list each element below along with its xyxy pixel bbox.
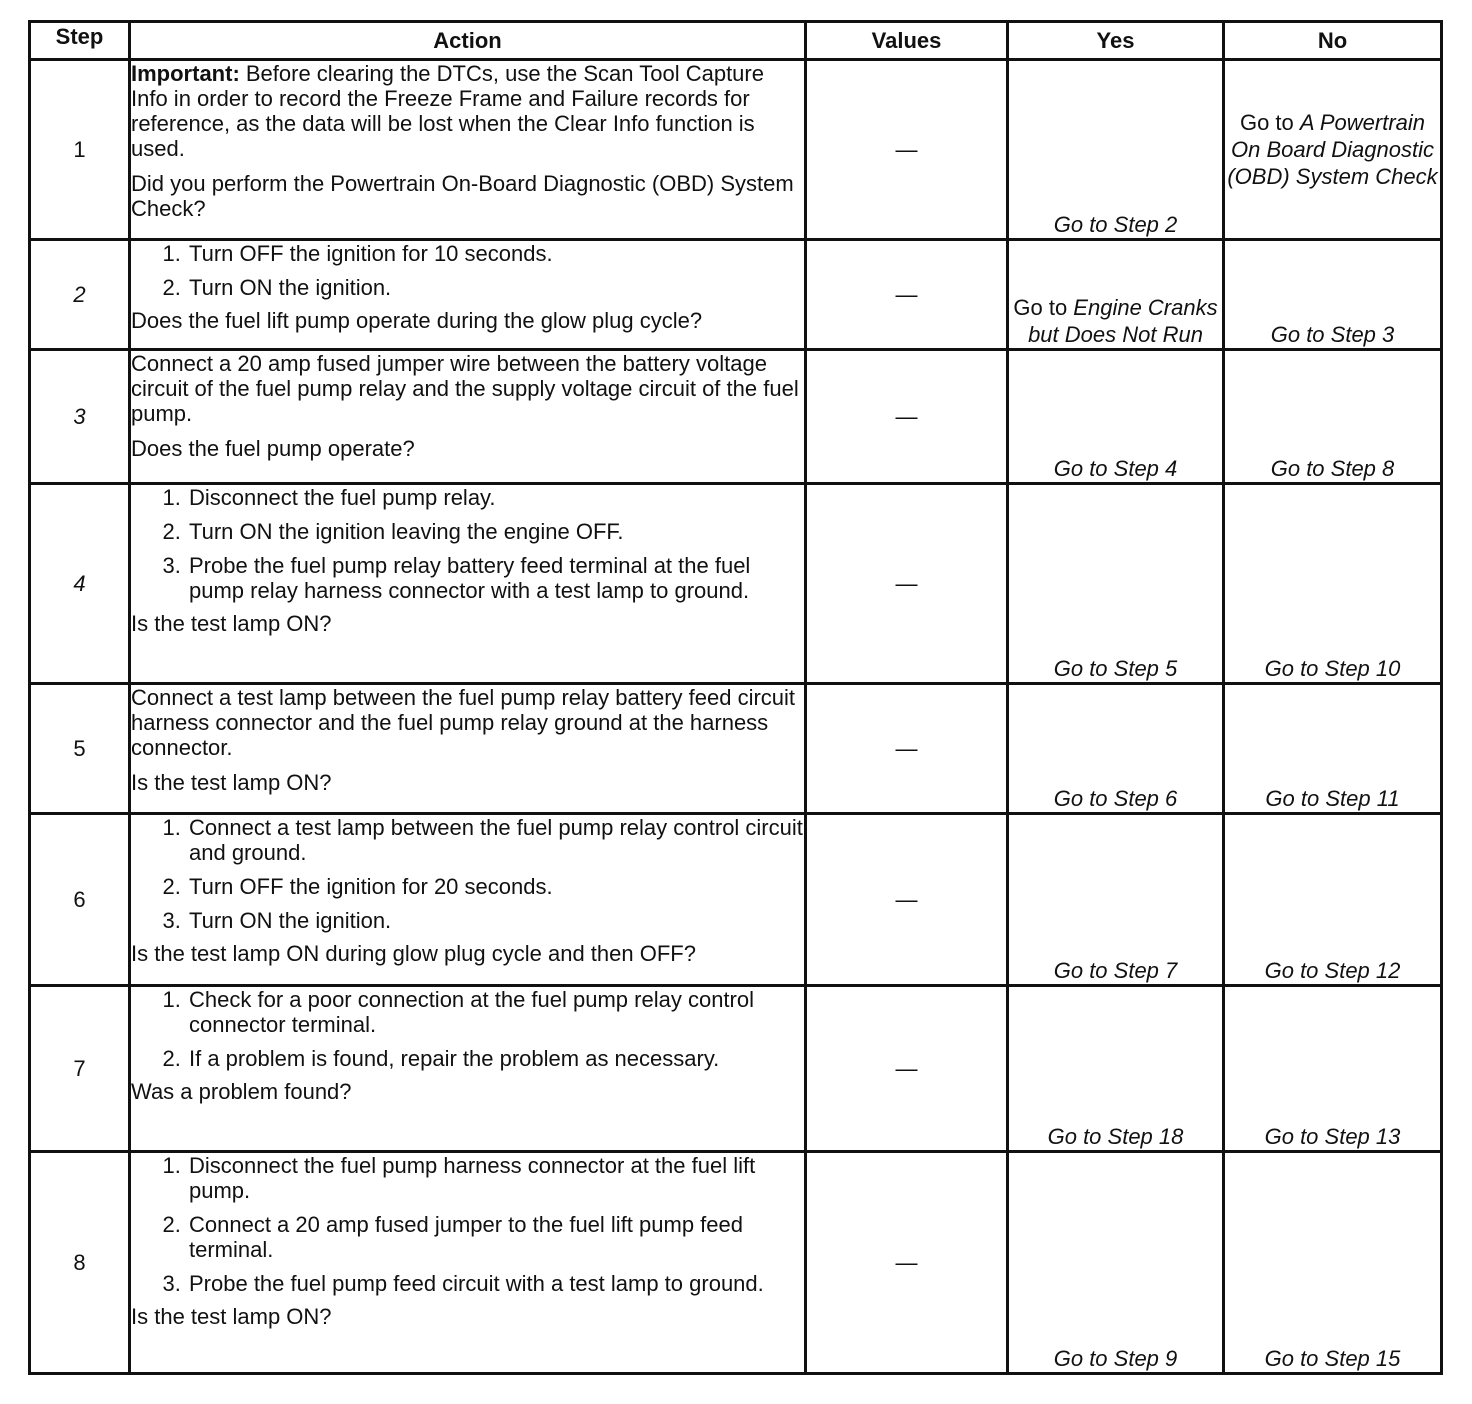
yes-cell [1008,484,1224,684]
values-cell: — [806,684,1008,814]
yes-link[interactable]: Engine Cranks but Does Not Run [1028,295,1218,347]
important-label: Important: [131,61,240,86]
values-cell: — [806,814,1008,986]
header-action: Action [130,22,806,60]
step-number: 3 [30,350,130,484]
no-cell [1224,986,1442,1152]
no-cell [1224,814,1442,986]
action-question: Did you perform the Powertrain On-Board Diagnostic (OBD) System Check? [131,171,794,221]
values-cell: — [806,240,1008,350]
step-number: 1 [30,60,130,240]
action-cell [130,240,806,350]
action-step-item: 2. Turn ON the ignition leaving the engine OFF. [187,519,804,544]
action-question: Is the test lamp ON? [131,1304,332,1329]
values-cell: — [806,484,1008,684]
important-text: Before clearing the DTCs, use the Scan Tool Capture Info in order to record the Freeze Frame and Failure records for reference, as the data will be lost when the Clear Info function is used. [131,61,764,161]
action-question: Does the fuel pump operate? [131,436,415,461]
yes-link[interactable]: Go to Step 6 [1053,786,1178,811]
table-row [30,814,1442,986]
action-step-item: 2. Connect a 20 amp fused jumper to the fuel lift pump feed terminal. [187,1212,804,1262]
no-link[interactable]: Go to Step 8 [1270,456,1395,481]
header-values: Values [806,22,1008,60]
action-cell [130,1152,806,1374]
values-cell: — [806,1152,1008,1374]
action-step-item: 1. Connect a test lamp between the fuel pump relay control circuit and ground. [187,815,804,865]
action-question: Is the test lamp ON during glow plug cycle and then OFF? [131,941,696,966]
no-link[interactable]: A Powertrain On Board Diagnostic (OBD) System Check [1227,110,1438,189]
action-cell [130,60,806,240]
action-step-item: 1. Check for a poor connection at the fuel pump relay control connector terminal. [187,987,804,1037]
action-question: Is the test lamp ON? [131,770,332,795]
diagnostic-table [28,20,1443,1375]
table-row [30,1152,1442,1374]
table-row [30,684,1442,814]
no-link[interactable]: Go to Step 10 [1264,656,1401,681]
action-step-item: 3. Probe the fuel pump relay battery feed terminal at the fuel pump relay harness connector with a test lamp to ground. [187,553,804,603]
action-steps [131,815,804,933]
step-number: 5 [30,684,130,814]
table-row [30,484,1442,684]
action-cell [130,814,806,986]
step-number: 6 [30,814,130,986]
action-cell [130,350,806,484]
no-cell [1224,350,1442,484]
no-link[interactable]: Go to Step 3 [1270,322,1395,347]
action-steps [131,987,804,1071]
action-step-item: 1. Disconnect the fuel pump relay. [187,485,804,510]
no-link[interactable]: Go to Step 11 [1265,786,1400,811]
action-steps [131,485,804,603]
values-cell: — [806,350,1008,484]
step-number: 7 [30,986,130,1152]
no-link[interactable]: Go to Step 13 [1264,1124,1401,1149]
action-cell [130,484,806,684]
no-link[interactable]: Go to Step 12 [1264,958,1401,983]
action-question: Does the fuel lift pump operate during the glow plug cycle? [131,308,703,333]
step-number: 2 [30,240,130,350]
no-cell [1224,684,1442,814]
action-step-item: 2. Turn OFF the ignition for 20 seconds. [187,874,804,899]
values-cell: — [806,986,1008,1152]
yes-link[interactable]: Go to Step 2 [1053,212,1178,237]
step-number: 8 [30,1152,130,1374]
step-number: 4 [30,484,130,684]
yes-cell [1008,684,1224,814]
action-steps [131,241,804,300]
action-step-item: 2. If a problem is found, repair the problem as necessary. [187,1046,804,1071]
table-row [30,986,1442,1152]
header-step: Step [30,22,130,60]
action-step-item: 2. Turn ON the ignition. [187,275,804,300]
yes-link[interactable]: Go to Step 9 [1053,1346,1178,1371]
no-cell [1224,60,1442,240]
yes-link[interactable]: Go to Step 18 [1047,1124,1184,1149]
action-steps [131,1153,804,1296]
table-row [30,60,1442,240]
yes-link[interactable]: Go to Step 5 [1053,656,1178,681]
yes-cell [1008,986,1224,1152]
no-prefix: Go to [1239,110,1300,135]
yes-prefix: Go to [1013,295,1074,320]
yes-cell [1008,60,1224,240]
header-row [30,22,1442,60]
action-step-item: 3. Turn ON the ignition. [187,908,804,933]
no-cell [1224,484,1442,684]
header-no: No [1224,22,1442,60]
no-cell [1224,1152,1442,1374]
header-yes: Yes [1008,22,1224,60]
action-question: Is the test lamp ON? [131,611,332,636]
yes-link[interactable]: Go to Step 4 [1053,456,1178,481]
table-row [30,240,1442,350]
action-cell [130,684,806,814]
action-step-item: 1. Disconnect the fuel pump harness connector at the fuel lift pump. [187,1153,804,1203]
no-link[interactable]: Go to Step 15 [1264,1346,1401,1371]
yes-cell [1008,814,1224,986]
action-text: Connect a 20 amp fused jumper wire between the battery voltage circuit of the fuel pump relay and the supply voltage circuit of the fuel pump. [131,351,799,426]
yes-cell [1008,1152,1224,1374]
action-step-item: 3. Probe the fuel pump feed circuit with a test lamp to ground. [187,1271,804,1296]
action-step-item: 1. Turn OFF the ignition for 10 seconds. [187,241,804,266]
important-note [131,61,804,161]
action-text: Connect a test lamp between the fuel pump relay battery feed circuit harness connector and the fuel pump relay ground at the harness connector. [131,685,796,760]
no-cell [1224,240,1442,350]
yes-link[interactable]: Go to Step 7 [1053,958,1178,983]
yes-cell [1008,240,1224,350]
action-cell [130,986,806,1152]
table-row [30,350,1442,484]
yes-cell [1008,350,1224,484]
values-cell: — [806,60,1008,240]
action-question: Was a problem found? [131,1079,352,1104]
